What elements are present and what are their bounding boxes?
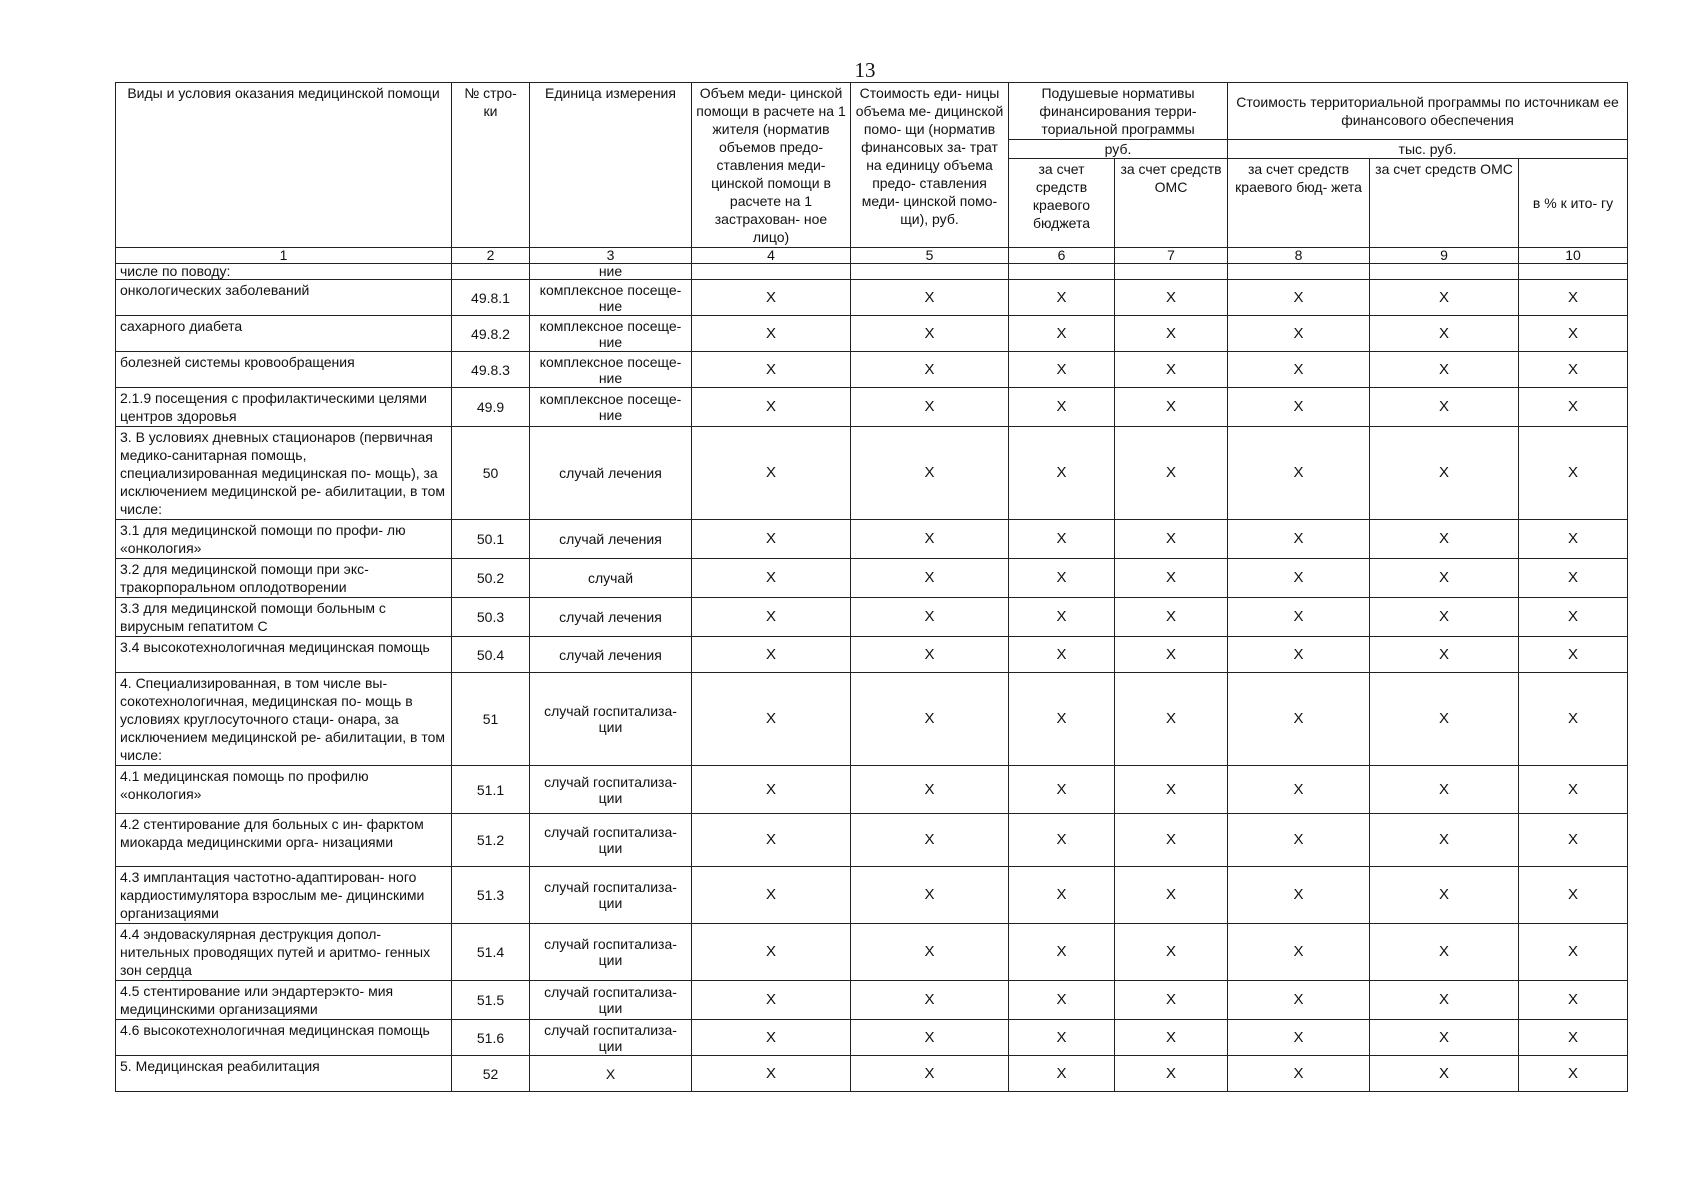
table-header [116,83,1628,264]
value-cell: X [1370,280,1519,316]
row-name: 4.3 имплантация частотно-адаптирован- ного кардиостимулятора взрослым ме- дицинскими организациями [116,867,452,924]
value-cell: X [1228,520,1370,559]
value-cell: X [1228,1056,1370,1092]
value-cell: X [1228,598,1370,637]
header-per-capita-norms: Подушевые нормативы финансирования терри- ториальной программы [1009,83,1228,140]
row-unit: комплексное посеще- ние [530,316,692,352]
header-per-capita-unit: руб. [1009,140,1228,159]
row-name: 2.1.9 посещения с профилактическими целями центров здоровья [116,388,452,427]
page-number: 13 [854,58,876,82]
value-cell: X [692,352,851,388]
value-cell: X [1115,924,1228,981]
value-cell: X [851,352,1009,388]
row-number: 51 [452,673,530,766]
table-row [116,1020,1628,1056]
row-unit: случай госпитализа- ции [530,924,692,981]
value-cell: X [692,673,851,766]
table-row [116,598,1628,637]
table-row [116,559,1628,598]
header-unit-cost: Стоимость еди- ницы объема ме- дицинской помо- щи (норматив финансовых за- трат на единицу объема предо- ставления меди- цинской помо- щи), руб. [851,83,1009,248]
column-number: 8 [1228,248,1370,264]
value-cell: X [1228,766,1370,814]
value-cell: X [1228,559,1370,598]
value-cell: X [1370,598,1519,637]
value-cell: X [851,814,1009,867]
value-cell: X [1370,352,1519,388]
row-number: 50.2 [452,559,530,598]
row-unit: случай госпитализа- ции [530,673,692,766]
value-cell: X [1370,867,1519,924]
table-row [116,637,1628,673]
value-cell: X [1519,1056,1628,1092]
header-oms-norm: за счет средств ОМС [1115,159,1228,248]
value-cell: X [1370,316,1519,352]
value-cell: X [1009,520,1115,559]
value-cell: X [1228,352,1370,388]
value-cell: X [1009,598,1115,637]
value-cell: X [851,766,1009,814]
value-cell: X [1115,814,1228,867]
table-row [116,280,1628,316]
table-row [116,427,1628,520]
row-unit: ние [530,264,692,280]
header-regional-budget-norm: за счет средств краевого бюджета [1009,159,1115,248]
value-cell: X [1009,427,1115,520]
value-cell: X [1519,520,1628,559]
row-name: болезней системы кровообращения [116,352,452,388]
row-number: 52 [452,1056,530,1092]
header-row-number: № стро- ки [452,83,530,248]
value-cell: X [851,427,1009,520]
value-cell: X [1115,1056,1228,1092]
column-number: 1 [116,248,452,264]
value-cell: X [1228,316,1370,352]
value-cell: X [1370,673,1519,766]
value-cell: X [851,637,1009,673]
value-cell: X [1370,766,1519,814]
value-cell: X [1228,280,1370,316]
value-cell: X [1519,867,1628,924]
value-cell: X [1370,637,1519,673]
row-unit: случай госпитализа- ции [530,981,692,1020]
row-unit: случай госпитализа- ции [530,766,692,814]
value-cell: X [1519,598,1628,637]
value-cell: X [851,924,1009,981]
row-name: 3. В условиях дневных стационаров (первичная медико-санитарная помощь, специализированная медицинская по- мощь), за исключением медицинской ре- абилитации, в том числе: [116,427,452,520]
value-cell: X [1009,388,1115,427]
value-cell: X [1228,673,1370,766]
value-cell: X [1519,814,1628,867]
row-number: 51.4 [452,924,530,981]
value-cell: X [1519,637,1628,673]
row-name: 4.1 медицинская помощь по профилю «онкология» [116,766,452,814]
value-cell: X [692,814,851,867]
row-name: сахарного диабета [116,316,452,352]
table-row [116,766,1628,814]
value-cell: X [1370,981,1519,1020]
row-unit: случай лечения [530,427,692,520]
value-cell: X [851,598,1009,637]
continuation-row [116,264,1628,280]
value-cell: X [1519,427,1628,520]
row-unit: случай госпитализа- ции [530,867,692,924]
row-number: 49.8.2 [452,316,530,352]
value-cell: X [1009,814,1115,867]
value-cell: X [1519,352,1628,388]
value-cell: X [1115,766,1228,814]
row-unit: комплексное посеще- ние [530,280,692,316]
value-cell: X [851,388,1009,427]
row-name: 3.3 для медицинской помощи больным с вирусным гепатитом С [116,598,452,637]
row-number: 50 [452,427,530,520]
table-row [116,924,1628,981]
column-number: 9 [1370,248,1519,264]
row-name: 3.2 для медицинской помощи при экс- тракорпоральном оплодотворении [116,559,452,598]
table-row [116,867,1628,924]
value-cell: X [851,316,1009,352]
header-oms-cost: за счет средств ОМС [1370,159,1519,248]
row-unit: случай госпитализа- ции [530,814,692,867]
value-cell: X [1519,388,1628,427]
table-body [116,264,1628,1092]
row-name: 3.4 высокотехнологичная медицинская помощь [116,637,452,673]
value-cell: X [851,981,1009,1020]
value-cell: X [1370,520,1519,559]
empty-cell [1370,264,1519,280]
value-cell: X [1519,316,1628,352]
row-number: 49.8.3 [452,352,530,388]
value-cell: X [1370,814,1519,867]
value-cell: X [692,981,851,1020]
row-number: 50.4 [452,637,530,673]
row-number: 51.3 [452,867,530,924]
row-number: 50.3 [452,598,530,637]
row-name: 4. Специализированная, в том числе вы- сокотехнологичная, медицинская по- мощь в условиях круглосуточного стаци- онара, за исключением медицинской ре- абилитации, в том числе: [116,673,452,766]
row-name: 5. Медицинская реабилитация [116,1056,452,1092]
empty-cell [1228,264,1370,280]
value-cell: X [1009,766,1115,814]
value-cell: X [851,520,1009,559]
row-unit: X [530,1056,692,1092]
column-number: 5 [851,248,1009,264]
header-regional-budget-cost: за счет средств краевого бюд- жета [1228,159,1370,248]
value-cell: X [1115,427,1228,520]
value-cell: X [1370,388,1519,427]
value-cell: X [1115,388,1228,427]
value-cell: X [1115,280,1228,316]
empty-cell [1009,264,1115,280]
value-cell: X [1115,520,1228,559]
value-cell: X [1228,388,1370,427]
value-cell: X [1009,673,1115,766]
value-cell: X [851,1056,1009,1092]
value-cell: X [1519,559,1628,598]
value-cell: X [1115,637,1228,673]
header-program-cost: Стоимость территориальной программы по источникам ее финансового обеспечения [1228,83,1628,140]
row-name: онкологических заболеваний [116,280,452,316]
table-row [116,316,1628,352]
table-row [116,1056,1628,1092]
row-number: 49.8.1 [452,280,530,316]
value-cell: X [692,1020,851,1056]
row-unit: комплексное посеще- ние [530,352,692,388]
value-cell: X [1228,924,1370,981]
value-cell: X [1009,981,1115,1020]
financing-table [115,82,1628,1092]
value-cell: X [851,559,1009,598]
value-cell: X [1228,1020,1370,1056]
value-cell: X [1370,559,1519,598]
value-cell: X [1115,981,1228,1020]
value-cell: X [1370,427,1519,520]
value-cell: X [692,867,851,924]
row-name: 4.6 высокотехнологичная медицинская помощь [116,1020,452,1056]
value-cell: X [1009,1056,1115,1092]
row-name: 4.2 стентирование для больных с ин- фарктом миокарда медицинскими орга- низациями [116,814,452,867]
column-number: 7 [1115,248,1228,264]
empty-cell [851,264,1009,280]
column-number: 3 [530,248,692,264]
value-cell: X [1115,598,1228,637]
value-cell: X [692,637,851,673]
value-cell: X [692,316,851,352]
row-name: 4.5 стентирование или эндартерэкто- мия медицинскими организациями [116,981,452,1020]
table-row [116,352,1628,388]
value-cell: X [1115,559,1228,598]
value-cell: X [851,673,1009,766]
value-cell: X [1228,814,1370,867]
row-name: числе по поводу: [116,264,452,280]
value-cell: X [1009,867,1115,924]
value-cell: X [692,598,851,637]
table-row [116,520,1628,559]
header-unit: Единица измерения [530,83,692,248]
table-row [116,981,1628,1020]
value-cell: X [1519,280,1628,316]
value-cell: X [692,924,851,981]
row-name: 3.1 для медицинской помощи по профи- лю «онкология» [116,520,452,559]
column-number: 4 [692,248,851,264]
value-cell: X [851,280,1009,316]
header-volume-per-resident: Объем меди- цинской помощи в расчете на 1 жителя (норматив объемов предо- ставления меди- цинской помощи в расчете на 1 застрахован- ное лицо) [692,83,851,248]
value-cell: X [851,1020,1009,1056]
value-cell: X [1370,1056,1519,1092]
value-cell: X [1115,1020,1228,1056]
value-cell: X [692,559,851,598]
row-number [452,264,530,280]
row-number: 51.2 [452,814,530,867]
empty-cell [1519,264,1628,280]
row-unit: случай [530,559,692,598]
table-row [116,388,1628,427]
value-cell: X [1519,924,1628,981]
value-cell: X [1009,559,1115,598]
row-unit: случай госпитализа- ции [530,1020,692,1056]
value-cell: X [1009,1020,1115,1056]
value-cell: X [851,867,1009,924]
table-row [116,673,1628,766]
value-cell: X [1228,867,1370,924]
value-cell: X [1115,316,1228,352]
value-cell: X [692,388,851,427]
empty-cell [692,264,851,280]
row-name: 4.4 эндоваскулярная деструкция допол- нительных проводящих путей и аритмо- генных зон сердца [116,924,452,981]
column-number: 2 [452,248,530,264]
header-percent-of-total: в % к ито- гу [1519,159,1628,248]
row-unit: комплексное посеще- ние [530,388,692,427]
value-cell: X [1115,867,1228,924]
value-cell: X [692,1056,851,1092]
column-numbers-row [116,248,1628,264]
value-cell: X [1370,1020,1519,1056]
value-cell: X [1228,981,1370,1020]
column-number: 10 [1519,248,1628,264]
value-cell: X [1115,673,1228,766]
row-number: 51.5 [452,981,530,1020]
value-cell: X [692,766,851,814]
value-cell: X [1228,637,1370,673]
header-program-cost-unit: тыс. руб. [1228,140,1628,159]
value-cell: X [692,280,851,316]
value-cell: X [1519,1020,1628,1056]
empty-cell [1115,264,1228,280]
value-cell: X [1370,924,1519,981]
value-cell: X [1009,280,1115,316]
column-number: 6 [1009,248,1115,264]
value-cell: X [1115,352,1228,388]
table-row [116,814,1628,867]
value-cell: X [692,520,851,559]
value-cell: X [1009,924,1115,981]
value-cell: X [1228,427,1370,520]
row-unit: случай лечения [530,598,692,637]
value-cell: X [1519,766,1628,814]
row-number: 51.1 [452,766,530,814]
value-cell: X [1519,981,1628,1020]
value-cell: X [1009,352,1115,388]
row-unit: случай лечения [530,637,692,673]
value-cell: X [692,427,851,520]
value-cell: X [1519,673,1628,766]
value-cell: X [1009,637,1115,673]
row-unit: случай лечения [530,520,692,559]
row-number: 49.9 [452,388,530,427]
value-cell: X [1009,316,1115,352]
row-number: 51.6 [452,1020,530,1056]
row-number: 50.1 [452,520,530,559]
header-medical-care-type: Виды и условия оказания медицинской помощи [116,83,452,248]
